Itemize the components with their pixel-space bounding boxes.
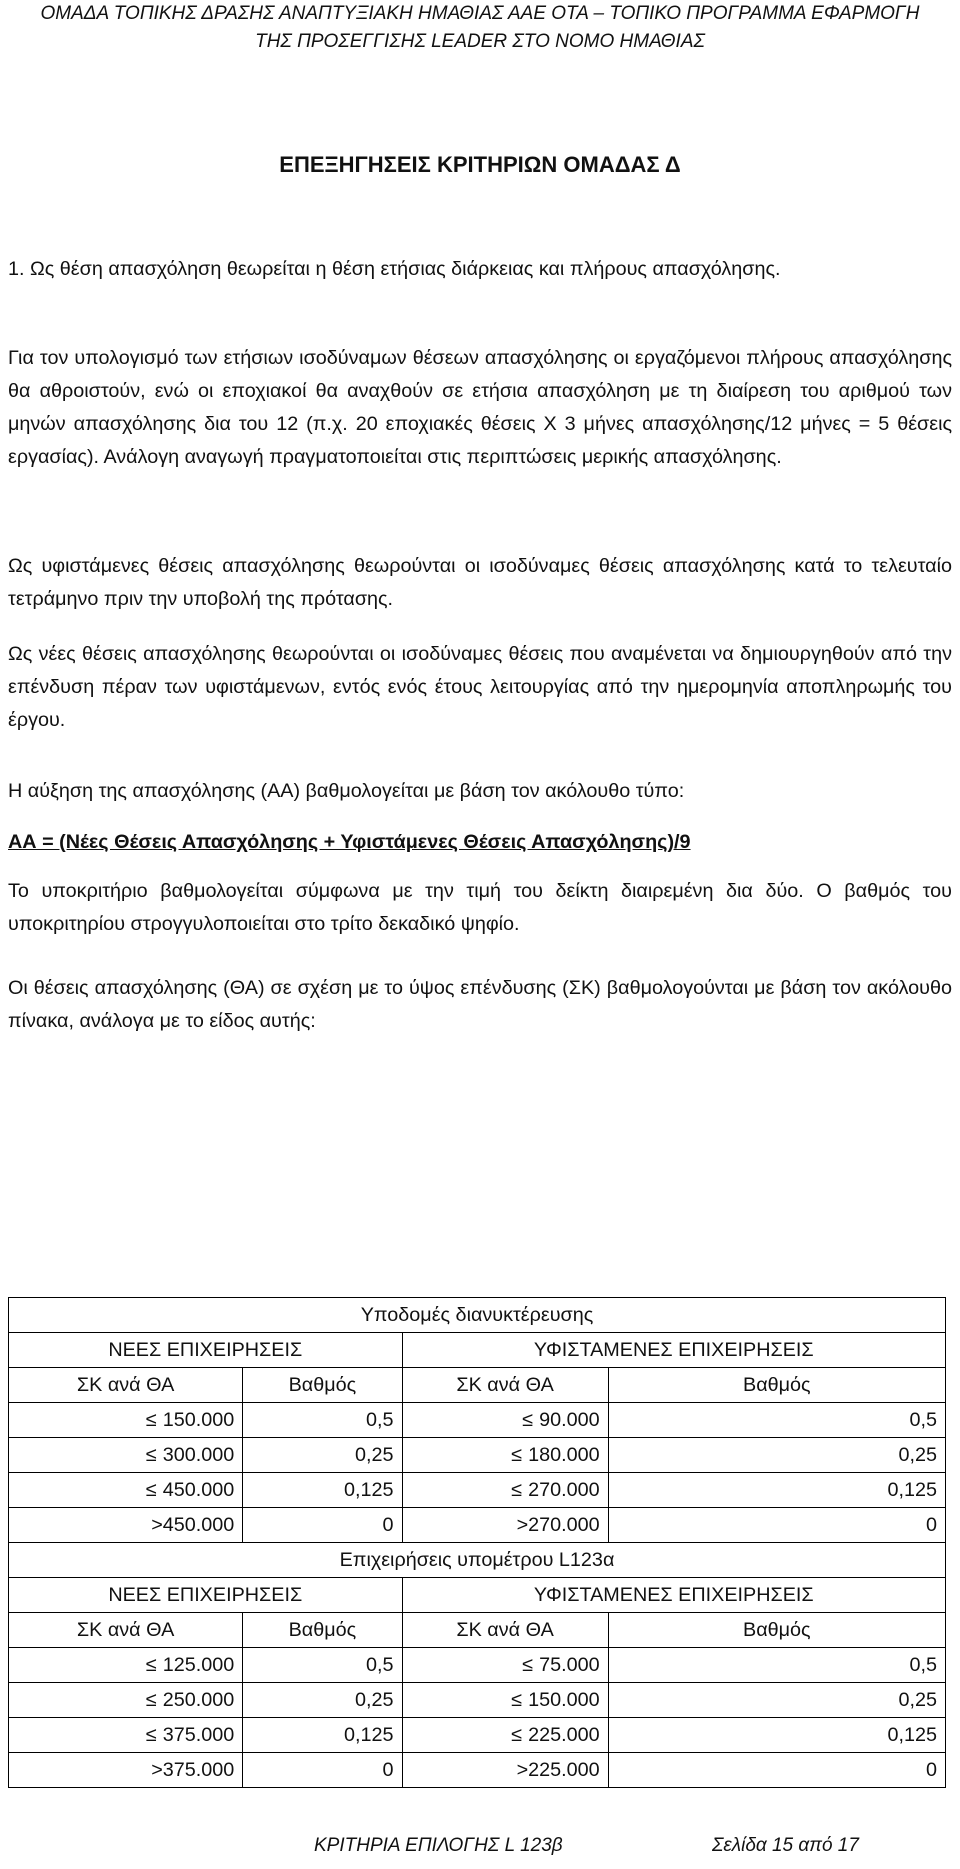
footer-document-title: ΚΡΙΤΗΡΙΑ ΕΠΙΛΟΓΗΣ L 123β: [314, 1835, 563, 1856]
new-sk-value: 300.000: [162, 1444, 235, 1466]
table-row: [9, 1683, 946, 1718]
group-new-header: ΝΕΕΣ ΕΠΙΧΕΙΡΗΣΕΙΣ: [9, 1578, 403, 1613]
new-sk-value: >375.000: [9, 1753, 243, 1788]
table-column-header-row: [9, 1613, 946, 1648]
header-line-2: ΤΗΣ ΠΡΟΣΕΓΓΙΣΗΣ LEADER ΣΤΟ ΝΟΜΟ ΗΜΑΘΙΑΣ: [255, 31, 705, 52]
col-header-sk: ΣΚ ανά ΘΑ: [402, 1368, 608, 1403]
new-grade-value: 0,5: [243, 1403, 402, 1438]
le-symbol: ≤: [511, 1479, 523, 1501]
new-grade-value: 0,125: [243, 1718, 402, 1753]
new-grade-value: 0: [243, 1753, 402, 1788]
new-sk-value: 125.000: [162, 1654, 235, 1676]
existing-grade-value: 0: [608, 1508, 945, 1543]
paragraph-rounding: Το υποκριτήριο βαθμολογείται σύμφωνα με την τιμή του δείκτη διαιρεμένη δια δύο. Ο βαθμός του υποκριτηρίου στρογγυλοποιείται στο τρίτο δεκαδικό ψηφίο.: [8, 880, 952, 935]
formula: ΑΑ = (Νέες Θέσεις Απασχόλησης + Υφιστάμενες Θέσεις Απασχόλησης)/9: [8, 831, 691, 853]
existing-sk-value: 180.000: [528, 1444, 600, 1466]
le-symbol: ≤: [145, 1689, 157, 1711]
table-row: [9, 1648, 946, 1683]
table-row: [9, 1403, 946, 1438]
existing-sk-value: 75.000: [539, 1654, 600, 1676]
le-symbol: ≤: [522, 1409, 534, 1431]
page-header: [0, 0, 960, 56]
existing-grade-value: 0: [608, 1753, 945, 1788]
le-symbol: ≤: [145, 1409, 157, 1431]
le-symbol: ≤: [145, 1724, 157, 1746]
new-sk-value: 450.000: [162, 1479, 235, 1501]
col-header-sk: ΣΚ ανά ΘΑ: [402, 1613, 608, 1648]
col-header-grade: Βαθμός: [243, 1368, 402, 1403]
le-symbol: ≤: [145, 1479, 157, 1501]
new-sk-value: 150.000: [162, 1409, 235, 1431]
existing-sk-value: 270.000: [528, 1479, 600, 1501]
existing-sk-value: >270.000: [402, 1508, 608, 1543]
table-row: [9, 1438, 946, 1473]
table-row: [9, 1753, 946, 1788]
existing-grade-value: 0,5: [608, 1403, 945, 1438]
grading-table: [8, 1297, 946, 1788]
section-title: Υποδομές διανυκτέρευσης: [9, 1298, 946, 1333]
group-existing-header: ΥΦΙΣΤΑΜΕΝΕΣ ΕΠΙΧΕΙΡΗΣΕΙΣ: [402, 1333, 945, 1368]
header-line-1: ΟΜΑΔΑ ΤΟΠΙΚΗΣ ΔΡΑΣΗΣ ΑΝΑΠΤΥΞΙΑΚΗ ΗΜΑΘΙΑΣ ΑΑΕ ΟΤΑ – ΤΟΠΙΚΟ ΠΡΟΓΡΑΜΜΑ ΕΦΑΡΜΟΓΗ: [40, 3, 920, 24]
existing-sk-value: >225.000: [402, 1753, 608, 1788]
paragraph-new-positions: Ως νέες θέσεις απασχόλησης θεωρούνται οι ισοδύναμες θέσεις που αναμένεται να δημιουργηθούν από την επένδυση πέραν των υφιστάμενων, εντός ενός έτους λειτουργίας από την ημερομηνία αποπληρωμής του έργου.: [8, 643, 952, 731]
paragraph-existing-positions: Ως υφιστάμενες θέσεις απασχόλησης θεωρούνται οι ισοδύναμες θέσεις απασχόλησης κατά το τελευταίο τετράμηνο πριν την υποβολή της πρότασης.: [8, 555, 952, 610]
new-sk-value: 250.000: [162, 1689, 235, 1711]
new-grade-value: 0,25: [243, 1438, 402, 1473]
table-group-row: [9, 1578, 946, 1613]
new-sk-value: 375.000: [162, 1724, 235, 1746]
existing-grade-value: 0,5: [608, 1648, 945, 1683]
new-sk-value: >450.000: [9, 1508, 243, 1543]
existing-sk-value: 150.000: [528, 1689, 600, 1711]
group-new-header: ΝΕΕΣ ΕΠΙΧΕΙΡΗΣΕΙΣ: [9, 1333, 403, 1368]
col-header-grade: Βαθμός: [243, 1613, 402, 1648]
table-row: [9, 1718, 946, 1753]
col-header-grade: Βαθμός: [608, 1368, 945, 1403]
le-symbol: ≤: [511, 1444, 523, 1466]
paragraph-table-intro: Οι θέσεις απασχόλησης (ΘΑ) σε σχέση με το ύψος επένδυσης (ΣΚ) βαθμολογούνται με βάση τον ακόλουθο πίνακα, ανάλογα με το είδος αυτής:: [8, 977, 952, 1032]
existing-sk-value: 225.000: [528, 1724, 600, 1746]
section-title: Επιχειρήσεις υπομέτρου L123α: [9, 1543, 946, 1578]
new-grade-value: 0,125: [243, 1473, 402, 1508]
new-grade-value: 0,25: [243, 1683, 402, 1718]
existing-sk-value: 90.000: [539, 1409, 600, 1431]
existing-grade-value: 0,125: [608, 1473, 945, 1508]
table-group-row: [9, 1333, 946, 1368]
paragraph-equivalent-positions: Για τον υπολογισμό των ετήσιων ισοδύναμων θέσεων απασχόλησης οι εργαζόμενοι πλήρους απασχόλησης θα αθροιστούν, ενώ οι εποχιακοί θα αναχθούν σε ετήσια απασχόληση με τη διαίρεση του αριθμού των μηνών απασχόλησης δια του 12 (π.χ. 20 εποχιακές θέσεις Χ 3 μήνες απασχόλησης/12 μήνες = 5 θέσεις εργασίας). Ανάλογη αναγωγή πραγματοποιείται στις περιπτώσεις μερικής απασχόλησης.: [8, 347, 952, 468]
le-symbol: ≤: [511, 1724, 523, 1746]
le-symbol: ≤: [522, 1654, 534, 1676]
col-header-grade: Βαθμός: [608, 1613, 945, 1648]
le-symbol: ≤: [145, 1444, 157, 1466]
table-row: [9, 1508, 946, 1543]
col-header-sk: ΣΚ ανά ΘΑ: [9, 1613, 243, 1648]
paragraph-formula-intro: Η αύξηση της απασχόλησης (ΑΑ) βαθμολογείται με βάση τον ακόλουθο τύπο:: [8, 780, 685, 802]
le-symbol: ≤: [145, 1654, 157, 1676]
new-grade-value: 0: [243, 1508, 402, 1543]
existing-grade-value: 0,25: [608, 1438, 945, 1473]
table-column-header-row: [9, 1368, 946, 1403]
footer-page-number: Σελίδα 15 από 17: [712, 1835, 859, 1856]
col-header-sk: ΣΚ ανά ΘΑ: [9, 1368, 243, 1403]
group-existing-header: ΥΦΙΣΤΑΜΕΝΕΣ ΕΠΙΧΕΙΡΗΣΕΙΣ: [402, 1578, 945, 1613]
section-heading: ΕΠΕΞΗΓΗΣΕΙΣ ΚΡΙΤΗΡΙΩΝ ΟΜΑΔΑΣ Δ: [279, 152, 681, 177]
table-row: [9, 1473, 946, 1508]
table-section-title-row: [9, 1543, 946, 1578]
new-grade-value: 0,5: [243, 1648, 402, 1683]
existing-grade-value: 0,125: [608, 1718, 945, 1753]
table-section-title-row: [9, 1298, 946, 1333]
le-symbol: ≤: [511, 1689, 523, 1711]
paragraph-position-definition: 1. Ως θέση απασχόληση θεωρείται η θέση ετήσιας διάρκειας και πλήρους απασχόλησης.: [8, 258, 781, 280]
existing-grade-value: 0,25: [608, 1683, 945, 1718]
